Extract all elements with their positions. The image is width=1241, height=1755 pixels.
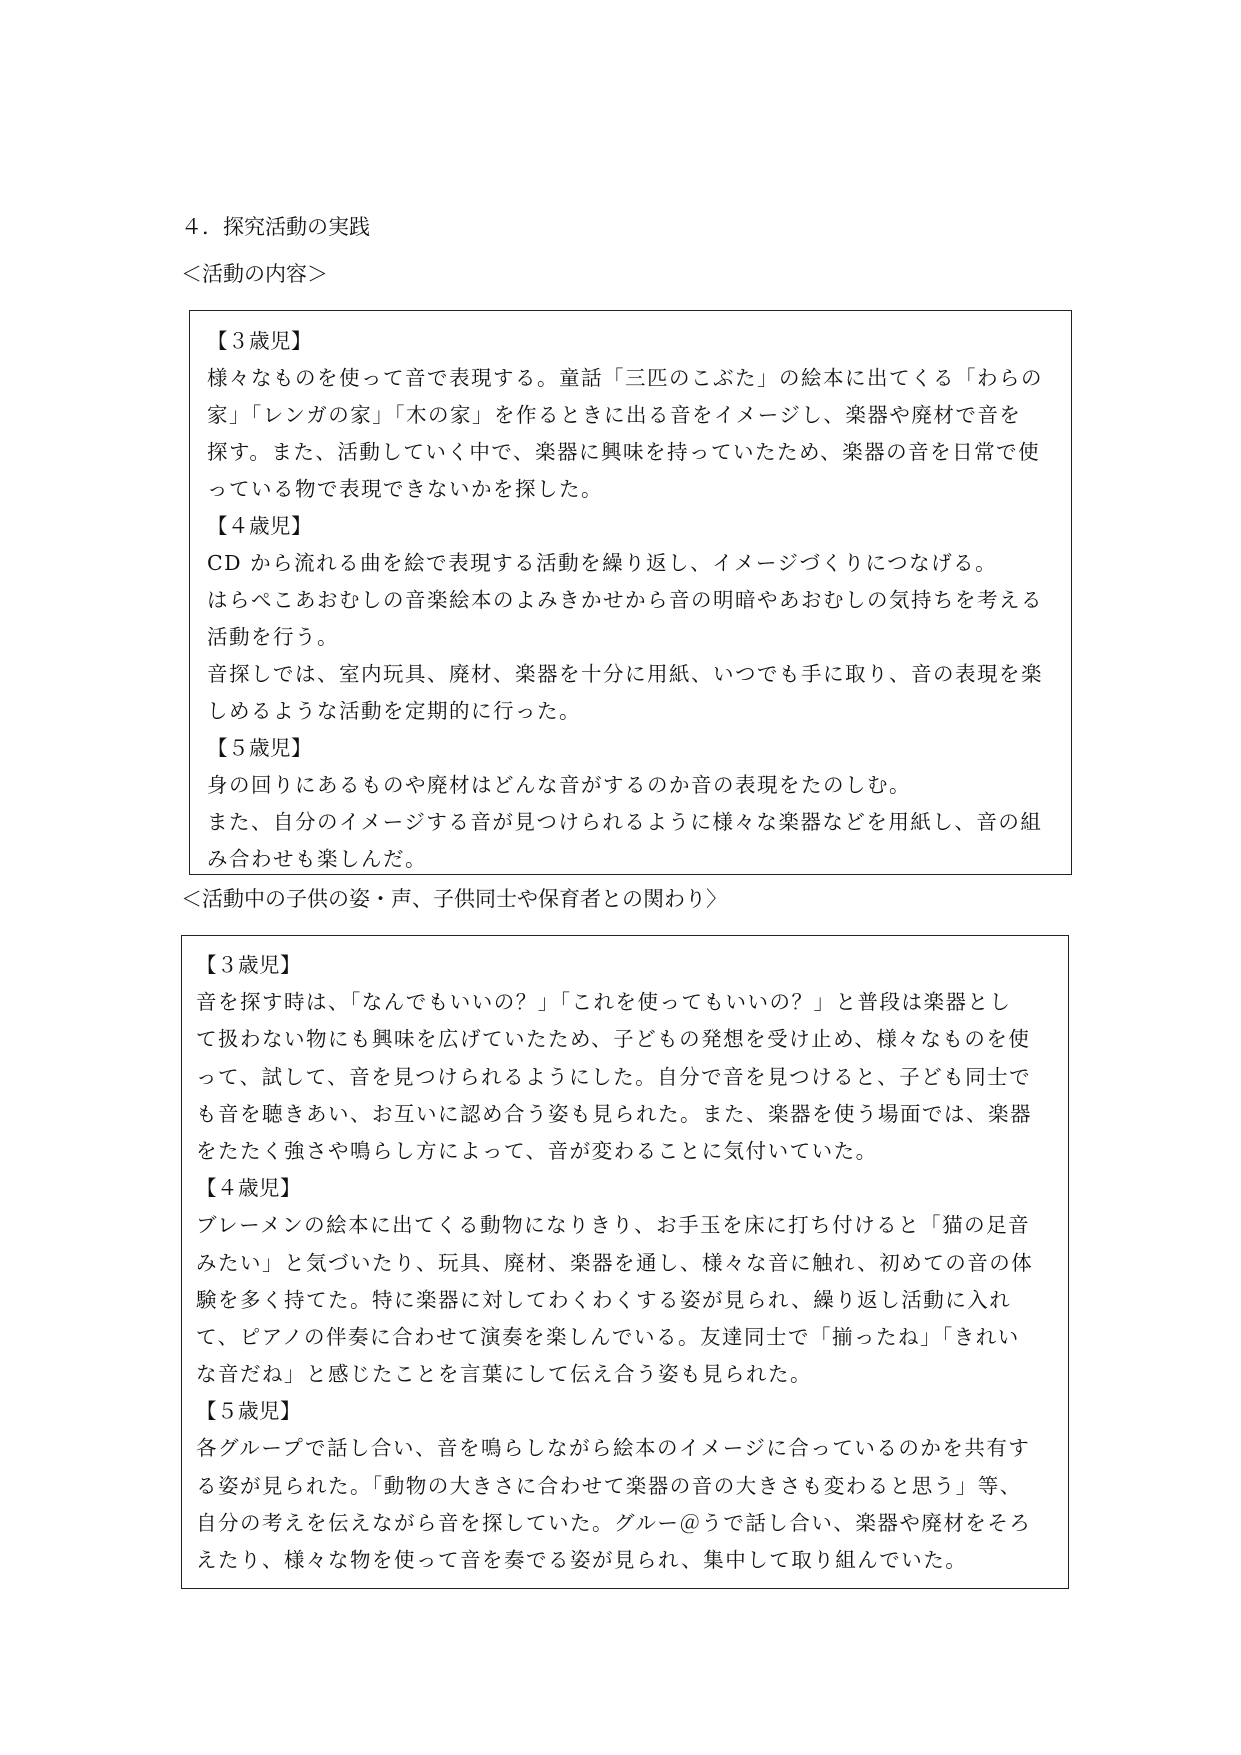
- activity-text-line: しめるような活動を定期的に行った。: [207, 699, 581, 723]
- activity-content-box: [189, 310, 1072, 875]
- children-text-line: 各グループで話し合い、音を鳴らしながら絵本のイメージに合っているのかを共有す: [196, 1436, 1031, 1461]
- children-text-line: て、ピアノの伴奏に合わせて演奏を楽しんでいる。友達同士で「揃ったね」「きれい: [196, 1324, 1020, 1349]
- activity-text-line: 様々なものを使って音で表現する。童話「三匹のこぶた」の絵本に出てくる「わらの: [207, 366, 1043, 390]
- children-content-box: [181, 935, 1069, 1589]
- age-label-4: 【４歳児】: [196, 1176, 301, 1201]
- activity-text-line: 家」「レンガの家」「木の家」を作るときに出る音をイメージし、楽器や廃材で音を: [207, 403, 1022, 427]
- activity-text-line: CD から流れる曲を絵で表現する活動を繰り返し、イメージづくりにつなげる。: [207, 551, 998, 575]
- children-text-line: 験を多く持てた。特に楽器に対してわくわくする姿が見られ、繰り返し活動に入れ: [196, 1287, 1012, 1312]
- children-text-line: って、試して、音を見つけられるようにした。自分で音を見つけると、子ども同士で: [196, 1064, 1032, 1089]
- activity-text-line: 活動を行う。: [207, 625, 339, 649]
- children-text-line: をたたく強さや鳴らし方によって、音が変わることに気付いていた。: [196, 1138, 878, 1163]
- activity-text-line: 探す。また、活動していく中で、楽器に興味を持っていたため、楽器の音を日常で使: [207, 440, 1041, 464]
- activity-text-line: み合わせも楽しんだ。: [207, 847, 427, 871]
- children-text-line: て扱わない物にも興味を広げていたため、子どもの発想を受け止め、様々なものを使: [196, 1027, 1031, 1052]
- children-text-line: も音を聴きあい、お互いに認め合う姿も見られた。また、楽器を使う場面では、楽器: [196, 1101, 1032, 1126]
- children-text-line: 自分の考えを伝えながら音を探していた。グルー＠うで話し合い、楽器や廃材をそろ: [196, 1510, 1032, 1535]
- section-title: ４．探究活動の実践: [181, 215, 370, 239]
- children-text-line: 音を探す時は、「なんでもいいの？」「これを使ってもいいの？」と普段は楽器とし: [196, 990, 1012, 1015]
- activity-text-line: 音探しでは、室内玩具、廃材、楽器を十分に用紙、いつでも手に取り、音の表現を楽: [207, 662, 1043, 686]
- children-text-line: ブレーメンの絵本に出てくる動物になりきり、お手玉を床に打ち付けると「猫の足音: [196, 1213, 1031, 1238]
- children-text-line: えたり、様々な物を使って音を奏でる姿が見られ、集中して取り組んでいた。: [196, 1548, 968, 1572]
- age-label-4: 【４歳児】: [207, 514, 312, 538]
- age-label-3: 【３歳児】: [207, 329, 312, 353]
- age-label-5: 【５歳児】: [196, 1399, 301, 1424]
- activity-heading: ＜活動の内容＞: [181, 262, 328, 286]
- age-label-5: 【５歳児】: [207, 736, 312, 760]
- activity-text-line: 身の回りにあるものや廃材はどんな音がするのか音の表現をたのしむ。: [207, 773, 911, 797]
- children-text-line: な音だね」と感じたことを言葉にして伝え合う姿も見られた。: [196, 1362, 812, 1387]
- activity-text-line: はらぺこあおむしの音楽絵本のよみきかせから音の明暗やあおむしの気持ちを考える: [207, 588, 1043, 612]
- age-label-3: 【３歳児】: [196, 953, 301, 977]
- children-heading: ＜活動中の子供の姿・声、子供同士や保育者との関わり〉: [181, 887, 727, 911]
- activity-text-line: っている物で表現できないかを探した。: [207, 477, 603, 501]
- activity-text-line: また、自分のイメージする音が見つけられるように様々な楽器などを用紙し、音の組: [207, 810, 1043, 834]
- children-text-line: る姿が見られた。「動物の大きさに合わせて楽器の音の大きさも変わると思う」等、: [196, 1473, 1022, 1498]
- children-text-line: みたい」と気づいたり、玩具、廃材、楽器を通し、様々な音に触れ、初めての音の体: [196, 1250, 1034, 1275]
